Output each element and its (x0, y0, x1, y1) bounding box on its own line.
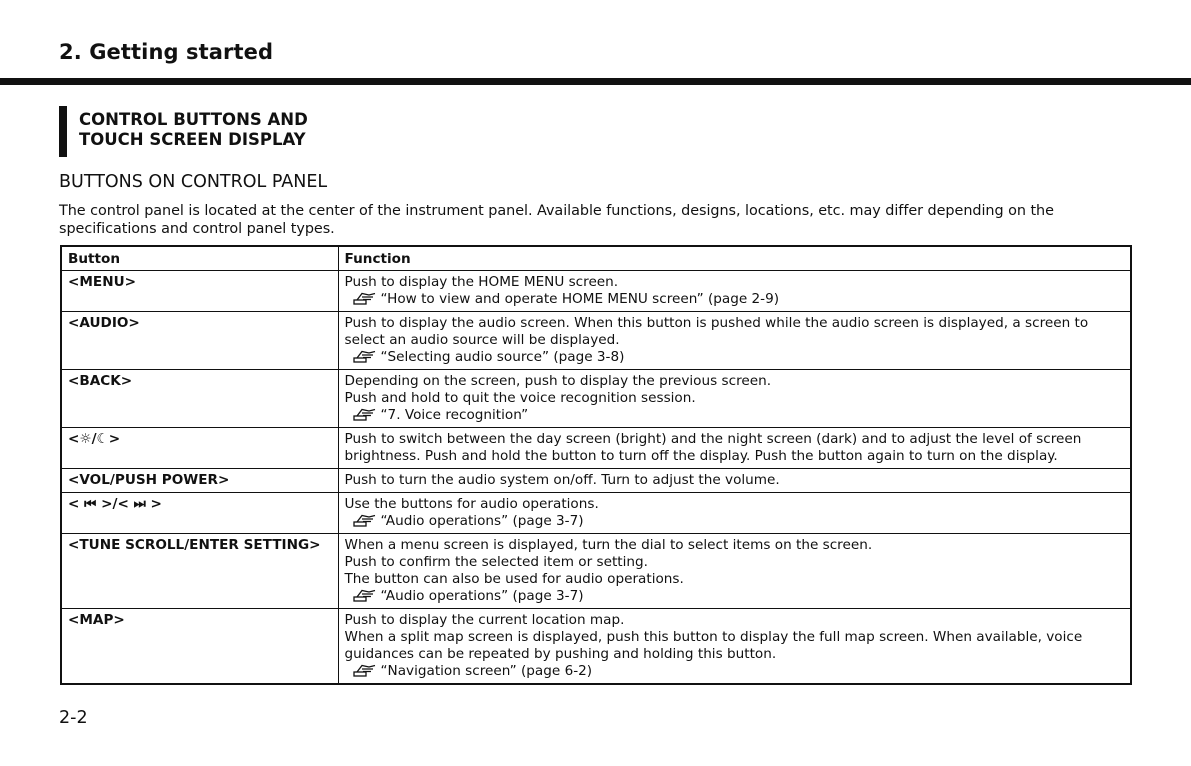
function-text: Push to display the HOME MENU screen. (344, 274, 619, 290)
buttons-table (60, 245, 1132, 685)
function-cell (338, 534, 1131, 609)
section-marker-bar (59, 106, 67, 157)
cross-reference-text: “How to view and operate HOME MENU screen” (page 2-9) (380, 291, 780, 307)
cross-reference (345, 588, 1125, 605)
cross-reference (345, 349, 1125, 366)
reference-pointer-icon (353, 408, 377, 421)
button-name-cell: <BACK> (61, 370, 338, 428)
table-row (61, 469, 1131, 493)
function-text: Push to display the audio screen. When this button is pushed while the audio screen is displayed, a screen to select an audio source will be displayed. (344, 315, 1089, 348)
header-rule (0, 78, 1191, 85)
cross-reference-text: “Selecting audio source” (page 3-8) (380, 349, 625, 365)
reference-pointer-icon (353, 350, 377, 363)
function-cell (338, 609, 1131, 685)
cross-reference-text: “Audio operations” (page 3-7) (380, 513, 584, 529)
cross-reference (345, 513, 1125, 530)
function-text: Push to turn the audio system on/off. Turn to adjust the volume. (344, 472, 780, 488)
cross-reference (345, 407, 1125, 424)
cross-reference (345, 291, 1125, 308)
button-name-cell: < ⏮ >/< ⏭ > (61, 493, 338, 534)
table-row (61, 534, 1131, 609)
function-text: Use the buttons for audio operations. (344, 496, 599, 512)
function-text: When a menu screen is displayed, turn the dial to select items on the screen. (344, 537, 873, 553)
table-row (61, 370, 1131, 428)
table-row (61, 493, 1131, 534)
reference-pointer-icon (353, 292, 377, 305)
intro-paragraph: The control panel is located at the center of the instrument panel. Available functions, designs, locations, etc. may differ depending on the specifications and control panel types. (59, 203, 1054, 237)
button-name-cell: <TUNE SCROLL/ENTER SETTING> (61, 534, 338, 609)
function-text: Depending on the screen, push to display the previous screen. (344, 373, 772, 389)
function-cell (338, 271, 1131, 312)
function-cell (338, 312, 1131, 370)
table-body (61, 271, 1131, 685)
button-name-cell: <VOL/PUSH POWER> (61, 469, 338, 493)
reference-pointer-icon (353, 664, 377, 677)
function-text: Push and hold to quit the voice recognition session. (344, 390, 696, 406)
button-name-cell: <AUDIO> (61, 312, 338, 370)
function-cell (338, 469, 1131, 493)
chapter-title: 2. Getting started (59, 40, 274, 64)
function-text: Push to display the current location map. (344, 612, 625, 628)
section-title (79, 110, 308, 150)
function-text: Push to confirm the selected item or setting. (344, 554, 648, 570)
function-text: The button can also be used for audio operations. (344, 571, 684, 587)
header-function: Function (338, 246, 1131, 271)
table-row (61, 428, 1131, 469)
button-name-cell: <MAP> (61, 609, 338, 685)
cross-reference (345, 663, 1125, 680)
cross-reference-text: “7. Voice recognition” (380, 407, 529, 423)
reference-pointer-icon (353, 514, 377, 527)
function-text: Push to switch between the day screen (bright) and the night screen (dark) and to adjust the level of screen brightness. Push and hold the button to turn off the display. Push the button again to turn on the display. (344, 431, 1082, 464)
button-name-cell: <☼/☾> (61, 428, 338, 469)
section-title-line-1: CONTROL BUTTONS AND (79, 110, 308, 129)
function-text: When a split map screen is displayed, push this button to display the full map screen. When available, voice guidances can be repeated by pushing and holding this button. (344, 629, 1083, 662)
header-button: Button (61, 246, 338, 271)
function-cell (338, 493, 1131, 534)
cross-reference-text: “Navigation screen” (page 6-2) (380, 663, 593, 679)
reference-pointer-icon (353, 589, 377, 602)
subsection-title: BUTTONS ON CONTROL PANEL (59, 172, 328, 192)
function-cell (338, 370, 1131, 428)
function-cell (338, 428, 1131, 469)
section-title-line-2: TOUCH SCREEN DISPLAY (79, 130, 306, 149)
table-row (61, 609, 1131, 685)
button-name-cell: <MENU> (61, 271, 338, 312)
table-row (61, 312, 1131, 370)
cross-reference-text: “Audio operations” (page 3-7) (380, 588, 584, 604)
table-header-row (61, 246, 1131, 271)
page-number: 2-2 (59, 708, 88, 728)
table-row (61, 271, 1131, 312)
